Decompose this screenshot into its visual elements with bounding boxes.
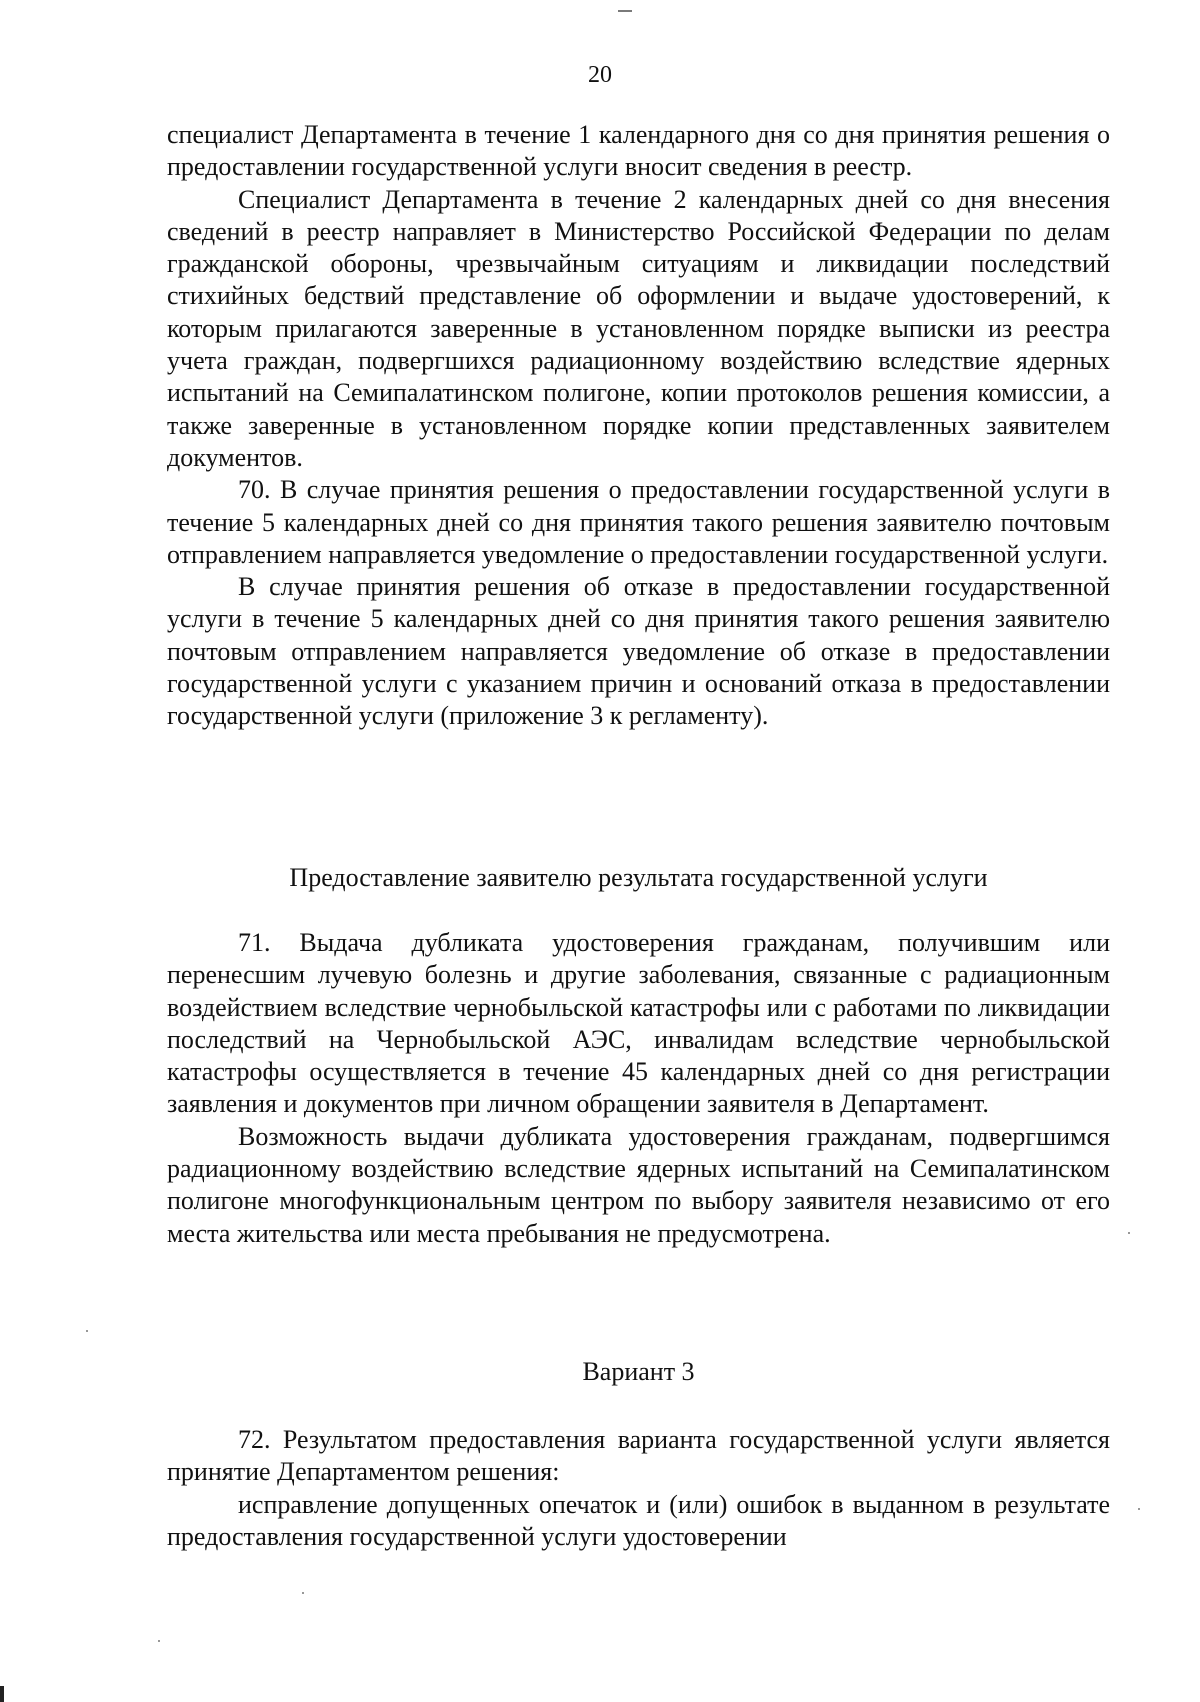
scan-speck — [158, 1640, 160, 1642]
text-block-variant — [167, 1424, 1110, 1553]
scan-artifact-top — [618, 10, 632, 12]
scan-speck — [86, 1330, 88, 1332]
paragraph-continuation: специалист Департамента в течение 1 календарного дня со дня принятия решения о предоставлении государственной услуги вносит сведения в реестр. — [167, 120, 1110, 182]
paragraph-72-correction: исправление допущенных опечаток и (или) ошибок в выданном в результате предоставления государственной услуги удостоверении — [167, 1489, 1110, 1551]
paragraph-72-result: 72. Результатом предоставления варианта государственной услуги является принятие Департаментом решения: — [167, 1425, 1110, 1487]
text-block-main — [167, 119, 1110, 733]
scan-artifact-edge — [0, 1686, 4, 1702]
section-heading-variant: Вариант 3 — [582, 1357, 695, 1386]
paragraph-71-mfc: Возможность выдачи дубликата удостоверения гражданам, подвергшимся радиационному воздействию вследствие ядерных испытаний на Семипалатинском полигоне многофункциональным центром по выбору заявителя независимо от его места жительства или места пребывания не предусмотрена. — [167, 1121, 1110, 1248]
paragraph-71-duplicate: 71. Выдача дубликата удостоверения гражданам, получившим или перенесшим лучевую болезнь и другие заболевания, связанные с радиационным воздействием вследствие чернобыльской катастрофы или с работами по ликвидации последствий на Чернобыльской АЭС, инвалидам вследствие чернобыльской катастрофы осуществляется в течение 45 календарных дней со дня регистрации заявления и документов при личном обращении заявителя в Департамент. — [167, 928, 1110, 1119]
page-number: 20 — [588, 62, 612, 88]
paragraph-70-approval: 70. В случае принятия решения о предоставлении государственной услуги в течение 5 календарных дней со дня принятия такого решения заявителю почтовым отправлением направляется уведомление о предоставлении государственной услуги. — [167, 475, 1110, 569]
paragraph-70-refusal: В случае принятия решения об отказе в предоставлении государственной услуги в течение 5 календарных дней со дня принятия такого решения заявителю почтовым отправлением направляется уведомление об отказе в предоставлении государственной услуги с указанием причин и оснований отказа в предоставлении государственной услуги (приложение 3 к регламенту). — [167, 572, 1110, 731]
scan-speck — [1138, 1508, 1140, 1510]
paragraph-registry-submission: Специалист Департамента в течение 2 календарных дней со дня внесения сведений в реестр направляет в Министерство Российской Федерации по делам гражданской обороны, чрезвычайным ситуациям и ликвидации последствий стихийных бедствий представление об оформлении и выдаче удостоверений, к которым прилагаются заверенные в установленном порядке выписки из реестра учета граждан, подвергшихся радиационному воздействию вследствие ядерных испытаний на Семипалатинском полигоне, копии протоколов решения комиссии, а также заверенные в установленном порядке копии представленных заявителем документов. — [167, 184, 1110, 472]
scan-speck — [1128, 1232, 1130, 1234]
scan-speck — [302, 1592, 304, 1594]
section-heading-result: Предоставление заявителю результата государственной услуги — [289, 863, 988, 892]
text-block-result — [167, 927, 1110, 1250]
